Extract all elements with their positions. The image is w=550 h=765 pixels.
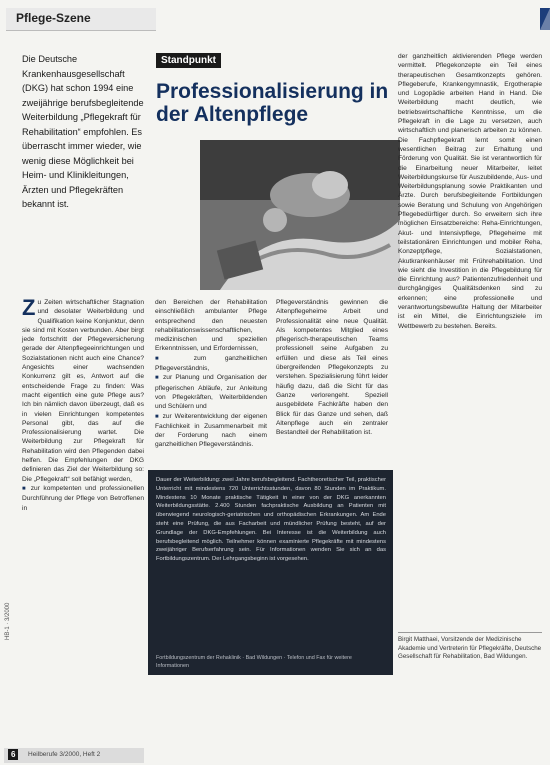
page-number: 6 (8, 749, 18, 760)
article-photo (200, 140, 400, 290)
column-1-text: u Zeiten wirtschaftlicher Stagnation und desolater Weiterbildung und Qualifikation keine Konjunktur, denn sie sind mit Kosten verbunden. Aber birgt jede fortschritt der Pflegeversicherung gerade der Altenpflegeeinrichtungen und Sozialstationen nicht auch eine Chance? Angesichts einer wachsenden Konkurrenz gilt es, Antwort auf die entscheidende Frage zu finden: Was macht eigentlich eine gute Pflege aus? Ich bin nämlich davon überzeugt, daß es in vielen Einrichtungen kompetentes Personal gibt, das auf die Professionalisierung wartet. Die Weiterbildung zur Pflegekraft für Rehabilitation wird den Pflegenden dabei helfen. Die Empfehlungen der DKG definieren das Ziel der Weiterbildung so: Die „Pflegekraft“ soll befähigt werden, (22, 299, 144, 483)
kicker-label: Standpunkt (156, 53, 221, 68)
publication-info: Heilberufe 3/2000, Heft 2 (28, 751, 101, 758)
info-box-footer: Fortbildungszentrum der Rehaklinik · Bad Wildungen · Telefon und Fax für weitere Informationen (156, 655, 352, 669)
article-column-2 (155, 298, 267, 450)
column-2-text: den Bereichen der Rehabilitation einschließlich ambulanter Pflege entsprechend den neuesten rehabilitationswissenschaftlichen, medizinischen und speziellen Erkenntnissen, und Erfordernissen, (155, 299, 267, 353)
article-title: Professionalisierung in der Altenpflege (156, 80, 389, 126)
section-header (6, 8, 156, 31)
article-column-3: Pflegeverständnis gewinnen die Altenpflegeheime Arbeit und Professionalität eine neue Qualität. Als kompetentes Mitglied eines pflegerisch-therapeutischen Teams professionell seine Aufgaben zu erfüllen und diese als Teil eines übergreifenden Pflegekonzepts zu verstehen. Spezialisierung führt leider häufig dazu, daß die Sicht für das Ganze verlorengeht. Speziell ausgebildete Fachkräfte haben den Blick für das Ganze und sehen, daß Altenpflege auch ein zentraler Bestandteil der Rehabilitation ist. (276, 299, 388, 437)
list-item: ■ zur Planung und Organisation der pflegerischen Abläufe, zur Anleitung von Pflegekräften, Weiterbildenden und Schülern und (155, 373, 267, 411)
article-column-4: der ganzheitlich aktivierenden Pflege werden vermittelt. Pflegekonzepte ein Teil eines therapeutischen Gesamtkonzepts gehören. Pflegeberufe, Krankengymnastik, Ergotherapie und Logopädie arbeiten Hand in Hand. Die Weiterbildung macht deutlich, wie betriebswirtschaftliche Kenntnisse, um die Pflegekraft in die Lage zu versetzen, auch wirtschaftlich und planerisch arbeiten zu können. Die Fachpflegekraft lernt somit einen wesentlichen Beitrag zur Erhaltung und Förderung von Qualität. Sie ist verantwortlich für die Einarbeitung neuer Mitarbeiter, leitet Weiterbildungskurse für Auszubildende, Aus- und Weiterbildungsplanung sowie Praktikanten und Ärzte. Durch berufsbegleitende Fortbildungen sowie Beratung und Schulung von Angehörigen Pflegebedürftiger durch. So erweitern sich ihre möglichen Einsatzbereiche: Reha-Einrichtungen, Akut- und Intensivpflege, Pflegeheime mit teilstationären Einrichtungen und mobiler Reha, Konzeptpflege, Sozialstationen, Akutkrankenhäuser mit Frührehabilitation. Und wie sieht die Investition in die Pflegebildung für die Einrichtung aus? Patientenzufriedenheit und durchgängiges Qualitätsdenken sind zu erkennen; eine professionelle und verantwortungsbewußte Haltung der Mitarbeiter ist ein Mittel, die Einrichtungsziele im Wettbewerb zu bestehen. Bereits. (398, 53, 542, 330)
side-reference: HB-1 · 3/2000 (5, 602, 11, 640)
drop-cap: Z (22, 295, 36, 320)
section-label: Pflege-Szene (16, 11, 91, 25)
intro-text: Die Deutsche Krankenhausgesellschaft (DKG) hat schon 1994 eine zweijährige berufsbegleitende Weiterbildung „Pflegekraft für Rehabilitation“ empfohlen. Es überrascht immer wieder, wie wenig diese Möglichkeit bei Heim- und Klinikleitungen, Ärzten und Pflegekräften bekannt ist. (22, 54, 144, 209)
info-box-text: Dauer der Weiterbildung: zwei Jahre berufsbegleitend. Fachtheoretischer Teil, praktischer Unterricht mit mindestens 720 Unterrichtsstunden, davon 80 Stunden im Praktikum. Mindestens 10 Monate praktische Tätigkeit in einer von der DKG anerkannten Weiterbildungsstätte. 2.400 Stunden fachpraktische Ausbildung an Patienten mit überwiegend neurologisch-geriatrischen und orthopädischen Erkrankungen. Am Ende steht eine Prüfung, die aus Facharbeit und mündlicher Prüfung besteht, auf der Grundlage der DKG-Empfehlungen. Bei Interesse ist die Weiterbildung auch berufsbegleitend möglich. Teilnehmer können examinierte Pflegekräfte mit mindestens zweijähriger Berufserfahrung sein. Für Informationen wenden Sie sich an das Fortbildungszentrum. Der Lehrgangsbeginn ist vorgesehen. (156, 477, 386, 563)
list-item: ■ zum ganzheitlichen Pflegeverständnis, (155, 354, 267, 374)
author-note: Birgit Matthaei, Vorsitzende der Medizinische Akademie und Vertreterin für Pflegekräfte, Deutsche Gesellschaft für Rehabilitation, Bad Wildungen. (398, 632, 542, 662)
article-column-1 (22, 295, 144, 513)
publisher-logo-icon (540, 8, 550, 30)
list-item: ■ zur Weiterentwicklung der eigenen Fachlichkeit in Zusammenarbeit mit der Forderung nach einem ganzheitlichen Pflegeverständnis. (155, 412, 267, 450)
list-item: ■ zur kompetenten und professionellen Durchführung der Pflege von Betroffenen in (22, 484, 144, 513)
